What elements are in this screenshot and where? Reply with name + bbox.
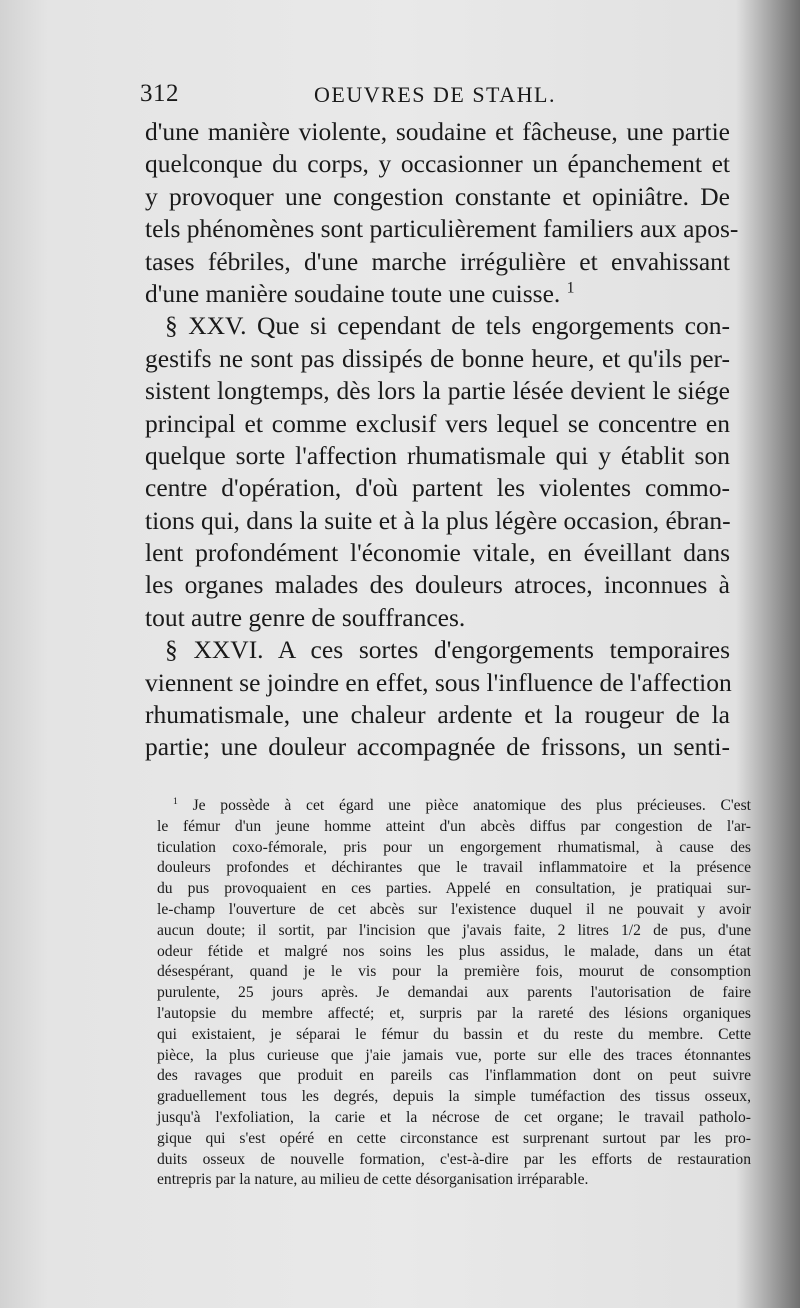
footnote-line: pièce, la plus curieuse que j'aie jamais vue, porte sur elle des traces étonnantes <box>157 1046 751 1064</box>
footnote-line: désespérant, quand je le vis pour la première fois, mourut de consomption <box>157 963 751 981</box>
footnote-reference[interactable]: 1 <box>566 279 575 297</box>
body-line: d'une manière violente, soudaine et fâcheuse, une partie <box>145 117 730 146</box>
body-line: tases fébriles, d'une marche irrégulière et envahissant <box>145 246 730 276</box>
body-line: y provoquer une congestion constante et opiniâtre. De <box>145 181 730 211</box>
footnote-line: odeur fétide et malgré nos soins les plus assidus, le malade, dans un état <box>157 942 751 960</box>
page-number: 312 <box>140 80 179 107</box>
footnote-line: qui existaient, je séparai le fémur du bassin et du reste du membre. Cette <box>157 1025 751 1043</box>
footnote-line: graduellement tous les degrés, depuis la simple tuméfaction des tissus osseux, <box>157 1088 751 1106</box>
body-line: sistent longtemps, dès lors la partie lésée devient le siége <box>145 376 730 406</box>
body-line: centre d'opération, d'où partent les violentes commo- <box>145 473 730 503</box>
body-line: tout autre genre de souffrances. <box>145 602 466 632</box>
footnote-line: le fémur d'un jeune homme atteint d'un abcès diffus par congestion de l'ar- <box>157 817 751 835</box>
footnote-line: ticulation coxo-fémorale, pris pour un engorgement rhumatismal, à cause des <box>157 838 751 856</box>
footnote-line-text: Je possède à cet égard une pièce anatomique des plus précieuses. C'est <box>192 797 751 814</box>
footnote-line: des ravages que produit en pareils cas l'inflammation dont on peut suivre <box>157 1067 751 1085</box>
footnote-line: douleurs profondes et déchirantes que le travail inflammatoire et la présence <box>157 859 751 877</box>
body-line <box>145 278 730 310</box>
running-title: OEUVRES DE STAHL. <box>314 82 556 107</box>
footnote-line: l'autopsie du membre affecté; et, surpris par la rareté des lésions organiques <box>157 1004 751 1022</box>
body-line: les organes malades des douleurs atroces, inconnues à <box>145 570 730 600</box>
footnote-line <box>157 796 751 817</box>
body-line: quelque sorte l'affection rhumatismale qui y établit son <box>145 440 730 470</box>
footnote-line: purulente, 25 jours après. Je demandai aux parents l'autorisation de faire <box>157 984 751 1002</box>
body-line: viennent se joindre en effet, sous l'influence de l'affection <box>145 667 732 697</box>
footnote-line: le-champ l'ouverture de cet abcès sur l'existence duquel il ne pouvait y avoir <box>157 900 751 918</box>
footnote-line: entrepris par la nature, au milieu de cette désorganisation irréparable. <box>157 1171 589 1189</box>
body-line: partie; une douleur accompagnée de frissons, un senti- <box>145 732 730 762</box>
footnote-line: duits osseux de nouvelle formation, c'est-à-dire par les efforts de restauration <box>157 1150 751 1168</box>
body-text <box>145 116 739 764</box>
body-line: principal et comme exclusif vers lequel se concentre en <box>145 408 730 438</box>
body-line: gestifs ne sont pas dissipés de bonne heure, et qu'ils per- <box>145 343 730 373</box>
footnote-line: gique qui s'est opéré en cette circonstance est surprenant surtout par les pro- <box>157 1129 751 1147</box>
body-line: quelconque du corps, y occasionner un épanchement et <box>145 149 730 179</box>
body-line: lent profondément l'économie vitale, en éveillant dans <box>145 538 730 568</box>
footnote-line: du pus provoquaient en ces parties. Appelé en consultation, je pratiquai sur- <box>157 880 751 898</box>
body-line-text: d'une manière soudaine toute une cuisse. <box>145 278 561 308</box>
footnote-line: jusqu'à l'exfoliation, la carie et la nécrose de cet organe; le travail patholo- <box>157 1108 751 1126</box>
body-line: § XXVI. A ces sortes d'engorgements temporaires <box>165 635 730 665</box>
footnote-marker: 1 <box>173 796 178 808</box>
footnote <box>157 796 751 1191</box>
page-header <box>140 80 730 116</box>
body-line: tions qui, dans la suite et à la plus légère occasion, ébran- <box>145 505 731 535</box>
body-line: rhumatismale, une chaleur ardente et la rougeur de la <box>145 700 730 730</box>
footnote-line: aucun doute; il sortit, par l'incision que j'avais faite, 2 litres 1/2 de pus, d'une <box>157 921 751 939</box>
body-line: tels phénomènes sont particulièrement familiers aux apos- <box>145 214 739 244</box>
body-line: § XXV. Que si cependant de tels engorgements con- <box>165 311 730 341</box>
